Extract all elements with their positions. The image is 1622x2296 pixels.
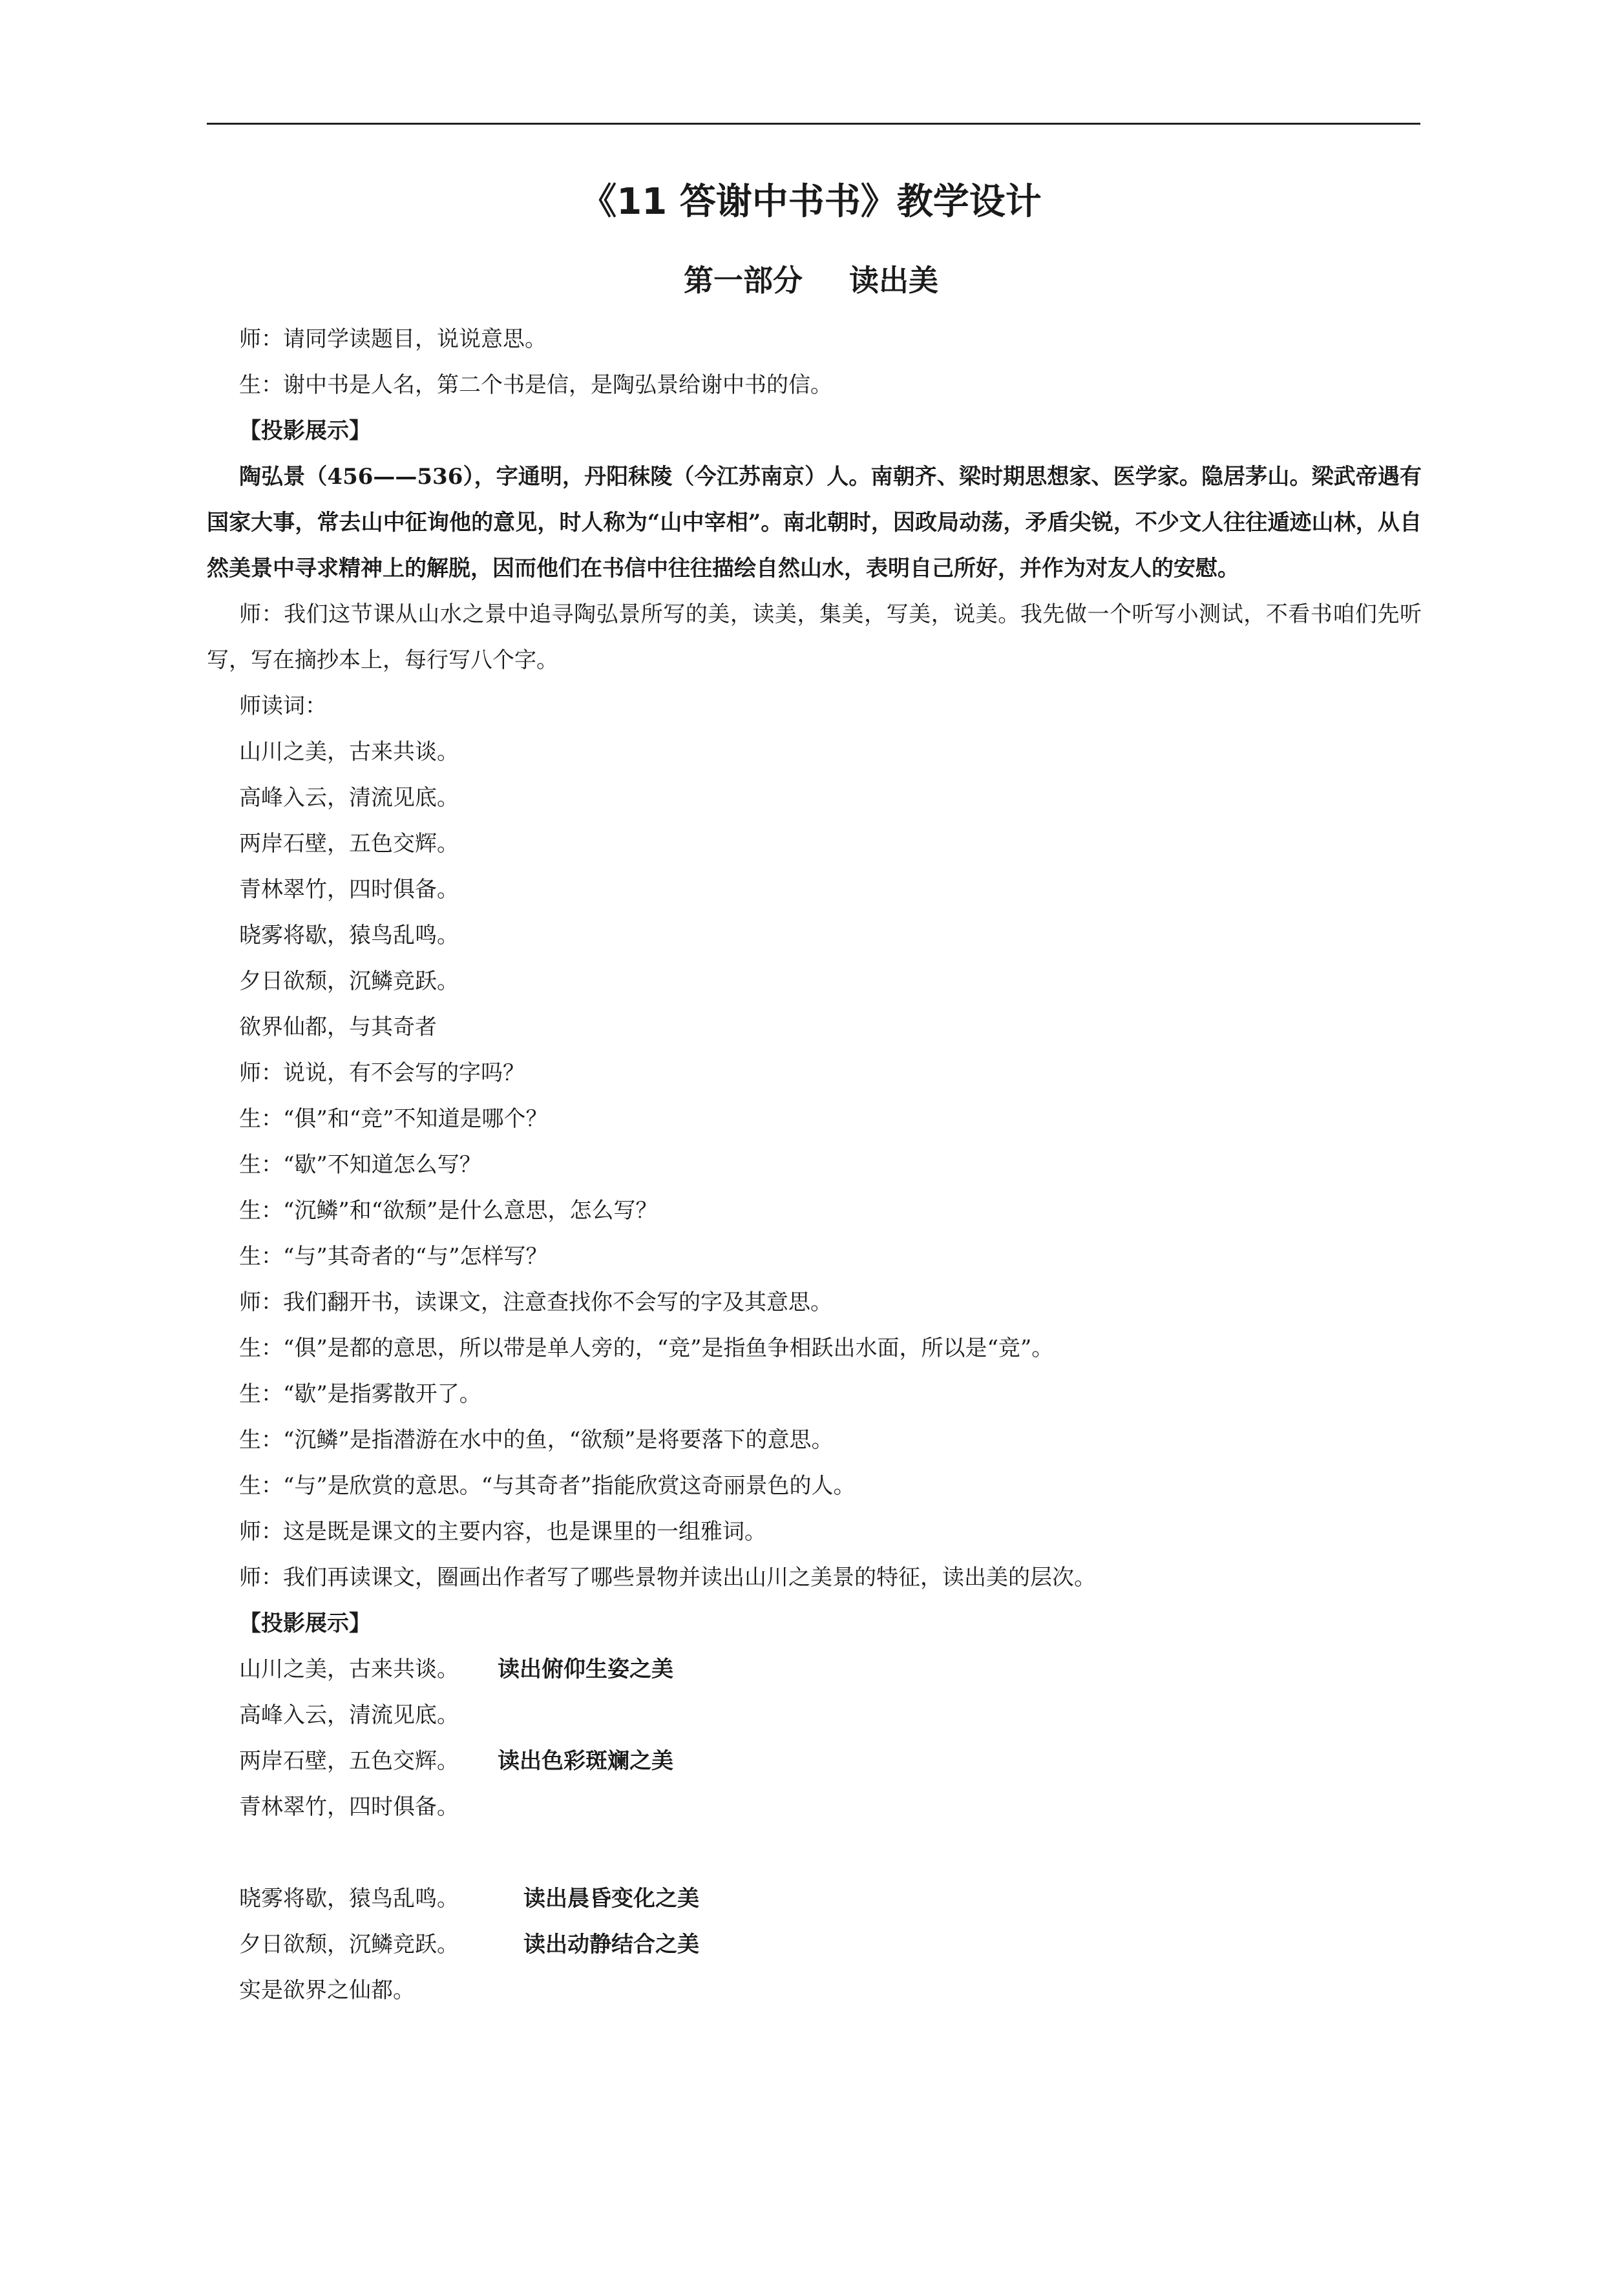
- projection-line: [207, 1876, 1422, 1922]
- projection-text: 两岸石壁，五色交辉。: [239, 1748, 459, 1774]
- projection-note: 读出动静结合之美: [523, 1932, 699, 1957]
- projection-line: 青林翠竹，四时俱备。: [239, 1794, 459, 1820]
- projection-text: 夕日欲颓，沉鳞竞跃。: [239, 1932, 459, 1957]
- dialogue-line: 师：我们再读课文，圈画出作者写了哪些景物并读出山川之美景的特征，读出美的层次。: [239, 1565, 1096, 1591]
- projection-line: [207, 1738, 1422, 1784]
- dialogue-line: 师：我们翻开书，读课文，注意查找你不会写的字及其意思。: [239, 1289, 832, 1315]
- projection-text: 山川之美，古来共谈。: [239, 1656, 459, 1682]
- teacher-paragraph: 师：我们这节课从山水之景中追寻陶弘景所写的美，读美，集美，写美，说美。我先做一个听写小测试，不看书咱们先听写，写在摘抄本上，每行写八个字。: [207, 601, 1422, 673]
- projection-line: [207, 1647, 1422, 1693]
- projection-line: [207, 1922, 1422, 1968]
- section-heading-right: 读出美: [849, 263, 938, 298]
- projection-text: 晓雾将歇，猿鸟乱鸣。: [239, 1886, 459, 1912]
- dictation-line: 青林翠竹，四时俱备。: [239, 877, 459, 903]
- dictation-line: 两岸石壁，五色交辉。: [239, 831, 459, 857]
- dictation-line: 高峰入云，清流见底。: [239, 785, 459, 811]
- dictation-line: 晓雾将歇，猿鸟乱鸣。: [239, 923, 459, 948]
- dictation-label: 师读词：: [239, 693, 327, 719]
- projection-note: 读出俯仰生姿之美: [498, 1656, 673, 1682]
- dialogue-line: 生：“俱”和“竞”不知道是哪个？: [239, 1106, 548, 1132]
- projection-note: 读出晨昏变化之美: [523, 1886, 699, 1912]
- projection-label: 【投影展示】: [239, 1611, 371, 1636]
- dialogue-line: 生：“与”其奇者的“与”怎样写？: [239, 1244, 548, 1269]
- projection-line: 实是欲界之仙都。: [239, 1978, 415, 2003]
- bio-paragraph: 陶弘景（456——536），字通明，丹阳秣陵（今江苏南京）人。南朝齐、梁时期思想家、医学家。隐居茅山。梁武帝遇有国家大事，常去山中征询他的意见，时人称为“山中宰相”。南北朝时，因政局动荡，矛盾尖锐，不少文人往往遁迹山林，从自然美景中寻求精神上的解脱，因而他们在书信中往往描绘自然山水，表明自己所好，并作为对友人的安慰。: [207, 464, 1422, 581]
- dictation-line: 夕日欲颓，沉鳞竞跃。: [239, 968, 459, 994]
- dictation-line: 山川之美，古来共谈。: [239, 739, 459, 765]
- dialogue-line: 生：“歇”是指雾散开了。: [239, 1381, 481, 1407]
- section-heading: [0, 257, 1622, 300]
- dialogue-line: 生：“沉鳞”是指潜游在水中的鱼，“欲颓”是将要落下的意思。: [239, 1427, 834, 1453]
- dialogue-line: 师：说说，有不会写的字吗？: [239, 1060, 525, 1086]
- dialogue-line: 生：“歇”不知道怎么写？: [239, 1152, 481, 1178]
- intro-line: 生：谢中书是人名，第二个书是信，是陶弘景给谢中书的信。: [239, 372, 832, 398]
- projection-line: 高峰入云，清流见底。: [239, 1702, 459, 1728]
- projection-note: 读出色彩斑斓之美: [498, 1748, 673, 1774]
- blank-line: [207, 1830, 1422, 1876]
- header-rule: [207, 123, 1420, 125]
- dialogue-line: 生：“俱”是都的意思，所以带是单人旁的，“竞”是指鱼争相跃出水面，所以是“竞”。: [239, 1335, 1054, 1361]
- section-heading-left: 第一部分: [683, 263, 803, 298]
- dialogue-line: 生：“与”是欣赏的意思。“与其奇者”指能欣赏这奇丽景色的人。: [239, 1473, 856, 1499]
- page-title: 《11 答谢中书书》教学设计: [580, 181, 1042, 223]
- dictation-line: 欲界仙都，与其奇者: [239, 1014, 437, 1040]
- dialogue-line: 师：这是既是课文的主要内容，也是课里的一组雅词。: [239, 1519, 766, 1545]
- document-body: [207, 317, 1422, 2014]
- dialogue-line: 生：“沉鳞”和“欲颓”是什么意思，怎么写？: [239, 1198, 658, 1224]
- projection-label: 【投影展示】: [239, 418, 371, 444]
- intro-line: 师：请同学读题目，说说意思。: [239, 326, 547, 352]
